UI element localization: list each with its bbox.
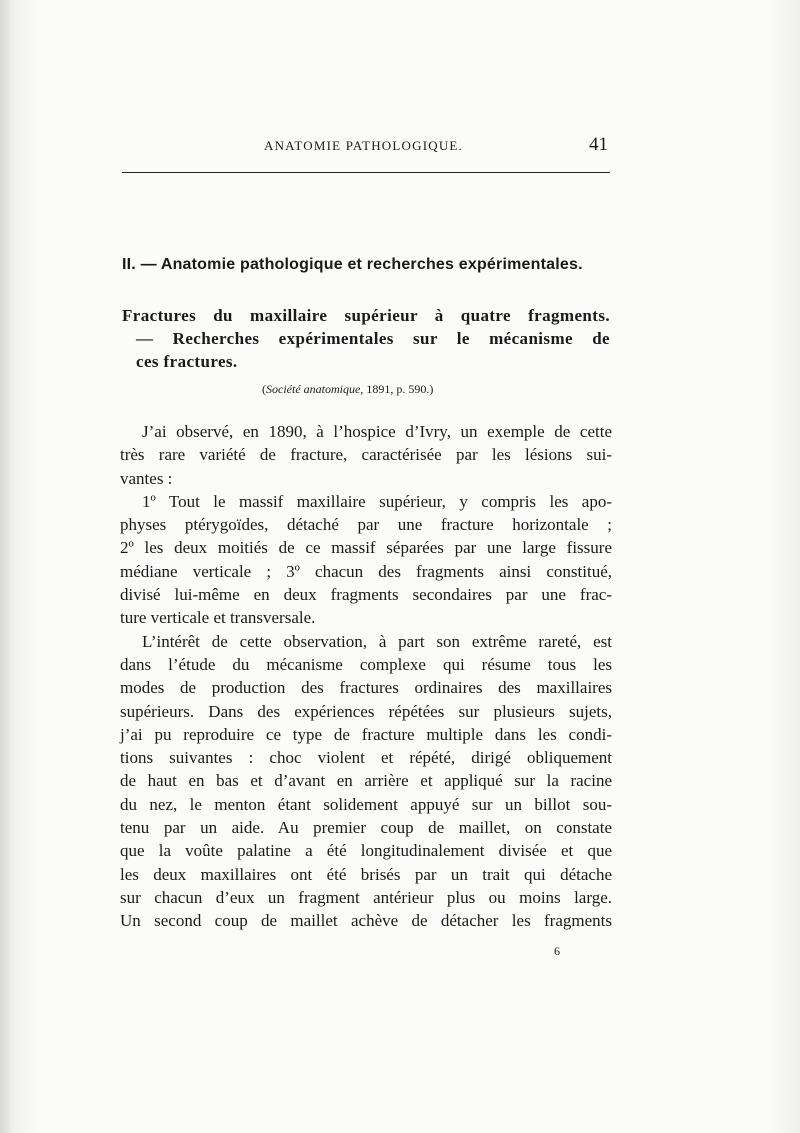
- text-line: vantes :: [120, 468, 173, 488]
- text-line: tenu par un aide. Au premier coup de maillet, on constate: [120, 818, 612, 838]
- article-title-line: — Recherches expérimentales sur le mécanisme de: [136, 329, 610, 348]
- page-header: [122, 134, 610, 160]
- text-line: du nez, le menton étant solidement appuyé sur un billot sou-: [120, 794, 612, 814]
- text-line: médiane verticale ; 3º chacun des fragments ainsi constitué,: [120, 561, 612, 581]
- article-title-line: ces fractures.: [136, 352, 238, 371]
- text-line: j’ai pu reproduire ce type de fracture multiple dans les condi-: [120, 724, 612, 744]
- text-line: tions suivantes : choc violent et répété, dirigé obliquement: [120, 748, 612, 768]
- page-number: 41: [589, 134, 608, 155]
- citation-open: (: [262, 382, 266, 396]
- text-line: supérieurs. Dans des expériences répétées sur plusieurs sujets,: [120, 701, 612, 721]
- citation: [262, 382, 433, 397]
- text-line: dans l’étude du mécanisme complexe qui résume tous les: [120, 654, 612, 674]
- text-line: très rare variété de fracture, caractérisée par les lésions sui-: [120, 445, 612, 465]
- text-line: sur chacun d’eux un fragment antérieur plus ou moins large.: [120, 887, 612, 907]
- text-line: que la voûte palatine a été longitudinalement divisée et que: [120, 841, 612, 861]
- text-line: Un second coup de maillet achève de détacher les fragments: [120, 911, 612, 931]
- section-heading: II. — Anatomie pathologique et recherches expérimentales.: [122, 256, 583, 273]
- text-line: divisé lui-même en deux fragments secondaires par une frac-: [120, 585, 612, 605]
- text-line: 2º les deux moitiés de ce massif séparées par une large fissure: [120, 538, 612, 558]
- citation-source: Société anatomique,: [266, 382, 364, 396]
- header-rule: [122, 172, 610, 173]
- signature-mark: 6: [554, 944, 560, 958]
- article-title-line: Fractures du maxillaire supérieur à quatre fragments.: [122, 306, 610, 325]
- citation-detail: 1891, p. 590.): [363, 382, 434, 396]
- article-title: [122, 304, 610, 373]
- running-head: ANATOMIE PATHOLOGIQUE.: [264, 138, 464, 153]
- text-line: de haut en bas et d’avant en arrière et appliqué sur la racine: [120, 771, 612, 791]
- text-line: J’ai observé, en 1890, à l’hospice d’Ivry, un exemple de cette: [142, 422, 612, 441]
- text-line: L’intérêt de cette observation, à part son extrême rareté, est: [142, 631, 612, 651]
- text-line: physes ptérygoïdes, détaché par une fracture horizontale ;: [120, 515, 612, 535]
- text-line: modes de production des fractures ordinaires des maxillaires: [120, 678, 612, 698]
- text-line: les deux maxillaires ont été brisés par un trait qui détache: [120, 864, 612, 884]
- body-text: [120, 420, 612, 933]
- text-line: ture verticale et transversale.: [120, 608, 316, 628]
- text-line: 1º Tout le massif maxillaire supérieur, y compris les apo-: [142, 491, 612, 511]
